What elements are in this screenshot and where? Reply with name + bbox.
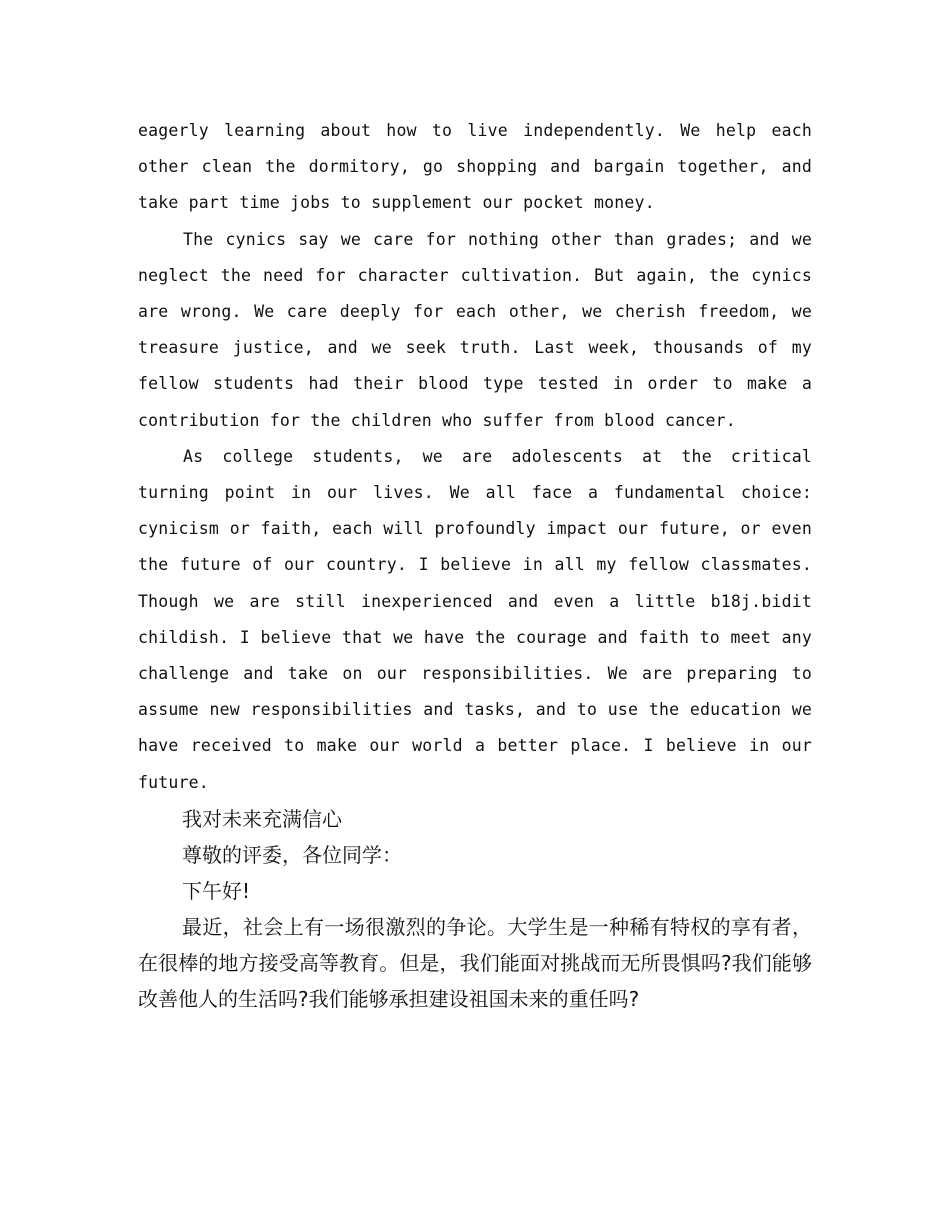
paragraph-living-independently: eagerly learning about how to live independently. We help each other clean the dormitory, go shopping and bargain together, and take part time jobs to supplement our pocket money. — [138, 121, 812, 213]
chinese-body-paragraph: 最近，社会上有一场很激烈的争论。大学生是一种稀有特权的享有者，在很棒的地方接受高等教育。但是，我们能面对挑战而无所畏惧吗?我们能够改善他人的生活吗?我们能够承担建设祖国未来的重任吗? — [138, 914, 812, 1011]
document-page — [138, 113, 812, 1017]
chinese-title: 我对未来充满信心 — [182, 806, 342, 831]
paragraph-cynics-grades: The cynics say we care for nothing other than grades; and we neglect the need for character cultivation. But again, the cynics are wrong. We care deeply for each other, we cherish freedom, we treasure justice, and we seek truth. Last week, thousands of my fellow students had their blood type tested in order to make a contribution for the children who suffer from blood cancer. — [138, 229, 812, 430]
paragraph-college-students: As college students, we are adolescents at the critical turning point in our lives. We all face a fundamental choice: cynicism or faith, each will profoundly impact our future, or even the future of our country. I believe in all my fellow classmates. Though we are still inexperienced and even a little b18j.bidit childish. I believe that we have the courage and faith to meet any challenge and take on our responsibilities. We are preparing to assume new responsibilities and tasks, and to use the education we have received to make our world a better place. I believe in our future. — [138, 446, 812, 792]
chinese-salutation: 尊敬的评委，各位同学： — [182, 842, 402, 867]
chinese-greeting: 下午好! — [182, 878, 251, 903]
